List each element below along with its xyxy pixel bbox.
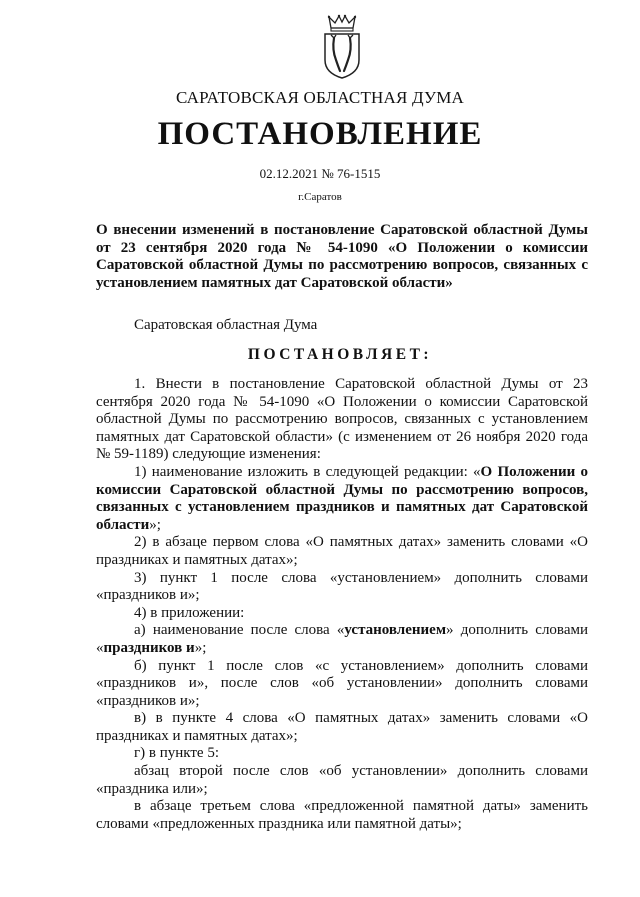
paragraph-4: 3) пункт 1 после слова «установлением» дополнить словами «праздников и»; xyxy=(96,569,588,604)
date-and-number: 02.12.2021 № 76-1515 xyxy=(259,166,381,181)
paragraph-6-mid: » дополнить словами « xyxy=(96,622,588,656)
paragraph-2-end: »; xyxy=(149,516,161,533)
issuing-body: Саратовская областная Дума xyxy=(134,317,318,333)
paragraph-6-text: а) наименование после слова « xyxy=(134,622,345,639)
saratov-coat-of-arms-icon xyxy=(322,14,362,80)
city-label: г.Саратов xyxy=(298,191,342,203)
paragraph-2-text: 1) наименование изложить в следующей редакции: « xyxy=(134,463,481,480)
paragraph-9: г) в пункте 5: xyxy=(134,745,220,762)
paragraph-6 xyxy=(96,622,588,657)
paragraph-1: 1. Внести в постановление Саратовской областной Думы от 23 сентября 2020 года № 54-1090 «О Положении о комиссии Саратовской областной Думы по рассмотрению вопросов, связанных с установлением памятных дат Саратовской области» (с изменением от 26 ноября 2020 года № 59-1189) следующие изменения: xyxy=(96,376,588,463)
document-title: О внесении изменений в постановление Саратовской областной Думы от 23 сентября 2020 года № 54-1090 «О Положении о комиссии Саратовской областной Думы по рассмотрению вопросов, связанных с установлением памятных дат Саратовской области» xyxy=(96,222,588,291)
paragraph-5: 4) в приложении: xyxy=(134,604,245,621)
paragraph-6-end: »; xyxy=(194,639,207,656)
document-body xyxy=(96,376,588,833)
paragraph-7: б) пункт 1 после слов «с установлением» дополнить словами «праздников и», после слов «об установлении» дополнить словами «праздников и»; xyxy=(96,657,588,709)
paragraph-8: в) в пункте 4 слова «О памятных датах» заменить словами «О праздниках и памятных датах»; xyxy=(96,710,588,744)
paragraph-6-bold-1: установлением xyxy=(344,622,447,639)
document-type-heading: ПОСТАНОВЛЕНИЕ xyxy=(157,116,483,152)
paragraph-2-bold: О Положении о комиссии Саратовской областной Думы по рассмотрению вопросов, связанных с установлением праздников и памятных дат Саратовской области xyxy=(96,463,588,533)
decree-heading: ПОСТАНОВЛЯЕТ: xyxy=(247,346,433,363)
paragraph-2 xyxy=(96,464,588,534)
paragraph-6-bold-2: праздников и xyxy=(103,639,195,656)
organization-name: САРАТОВСКАЯ ОБЛАСТНАЯ ДУМА xyxy=(175,88,465,107)
paragraph-11: в абзаце третьем слова «предложенной памятной даты» заменить словами «предложенных праздника или памятной даты»; xyxy=(96,798,588,832)
paragraph-3: 2) в абзаце первом слова «О памятных датах» заменить словами «О праздниках и памятных датах»; xyxy=(96,534,588,568)
paragraph-10: абзац второй после слов «об установлении» дополнить словами «праздника или»; xyxy=(96,763,588,797)
